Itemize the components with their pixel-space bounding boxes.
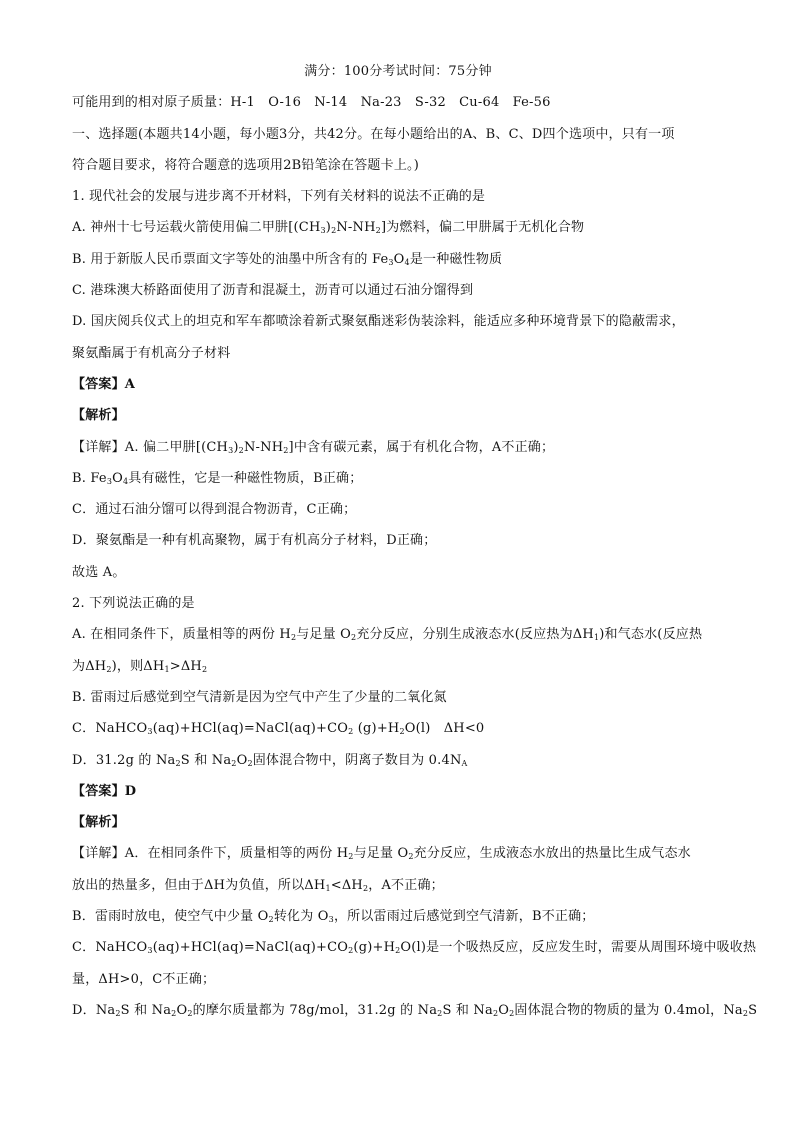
q1-detail-d: D．聚氨酯是一种有机高聚物，属于有机高分子材料，D正确；	[72, 533, 437, 549]
q2-stem: 2. 下列说法正确的是	[72, 596, 195, 612]
q2-detail-d: D．$Na_2S$ 和 $Na_2O_2$的摩尔质量都为 78g/mol，31.2g 的 $Na_2S$ 和 $Na_2O_2$固体混合物的物质的量为 0.4mol，$Na_2S$	[72, 1002, 758, 1018]
q1-detail-c: C．通过石油分馏可以得到混合物沥青，C正确；	[72, 502, 357, 518]
q2-option-c: C．$NaHCO_3(aq)+HCl(aq)=NaCl(aq)+CO_2$ $(g)+H_2O(l)$ ΔH<0	[72, 721, 485, 737]
q2-detail-a-1: 【详解】A．在相同条件下，质量相等的两份 $H_2$与足量 $O_2$充分反应，生成液态水放出的热量比生成气态水	[72, 846, 691, 862]
q2-option-b: B. 雷雨过后感觉到空气清新是因为空气中产生了少量的二氧化氮	[72, 689, 447, 705]
q1-option-d-1: D. 国庆阅兵仪式上的坦克和军车都喷涂着新式聚氨酯迷彩伪装涂料，能适应多种环境背景下的隐蔽需求，	[72, 314, 685, 330]
q2-option-a-2: 为$\Delta H_2$)，则$\Delta H_1>\Delta H_2$	[72, 658, 208, 674]
q2-answer: 【答案】D	[72, 783, 137, 799]
section-instructions-2: 符合题目要求，将符合题意的选项用2B铅笔涂在答题卡上。)	[72, 157, 419, 173]
q1-detail-a: 【详解】A. 偏二甲肼$[(CH_3)_2N-NH_2]$中含有碳元素，属于有机化合物，A不正确；	[72, 439, 555, 455]
q2-detail-a-2: 放出的热量多，但由于ΔH为负值，所以$\Delta H_1<\Delta H_2$，A不正确；	[72, 877, 444, 893]
score-time-line: 满分：100分考试时间：75分钟	[304, 64, 492, 79]
q1-analysis-heading: 【解析】	[72, 408, 125, 424]
q2-detail-c-2: 量，ΔH>0，C不正确；	[72, 971, 216, 987]
q1-stem: 1. 现代社会的发展与进步离不开材料，下列有关材料的说法不正确的是	[72, 189, 486, 205]
q2-option-a-1: A. 在相同条件下，质量相等的两份 $H_2$与足量 $O_2$充分反应，分别生成液态水(反应热为$\Delta H_1$)和气态水(反应热	[72, 627, 703, 643]
q2-detail-b: B．雷雨时放电，使空气中少量 $O_2$转化为 $O_3$，所以雷雨过后感觉到空气清新，B不正确；	[72, 909, 595, 925]
q1-option-b: B. 用于新版人民币票面文字等处的油墨中所含有的 $Fe_3O_4$是一种磁性物质	[72, 251, 503, 267]
section-instructions-1: 一、选择题(本题共14小题，每小题3分，共42分。在每小题给出的A、B、C、D四个选项中，只有一项	[72, 126, 675, 142]
q1-option-d-2: 聚氨酯属于有机高分子材料	[72, 345, 231, 361]
q1-detail-b: B. $Fe_3O_4$具有磁性，它是一种磁性物质，B正确；	[72, 470, 363, 486]
q1-answer: 【答案】A	[72, 376, 136, 392]
atomic-masses-line: 可能用到的相对原子质量：H-1 O-16 N-14 Na-23 S-32 Cu-64 Fe-56	[72, 95, 551, 111]
exam-page	[72, 64, 758, 1034]
q1-conclusion: 故选 A。	[72, 564, 126, 580]
q2-detail-c-1: C．$NaHCO_3(aq)+HCl(aq)=NaCl(aq)+CO_2(g)+H_2O(l)$是一个吸热反应，反应发生时，需要从周围环境中吸收热	[72, 940, 757, 956]
q2-option-d: D．31.2g 的 $Na_2S$ 和 $Na_2O_2$固体混合物中，阴离子数目为 $0.4N_A$	[72, 752, 468, 768]
q1-option-a: A. 神州十七号运载火箭使用偏二甲肼$[(CH_3)_2N-NH_2]$为燃料，偏二甲肼属于无机化合物	[72, 220, 585, 236]
q1-option-c: C. 港珠澳大桥路面使用了沥青和混凝土，沥青可以通过石油分馏得到	[72, 283, 474, 299]
q2-analysis-heading: 【解析】	[72, 815, 125, 831]
